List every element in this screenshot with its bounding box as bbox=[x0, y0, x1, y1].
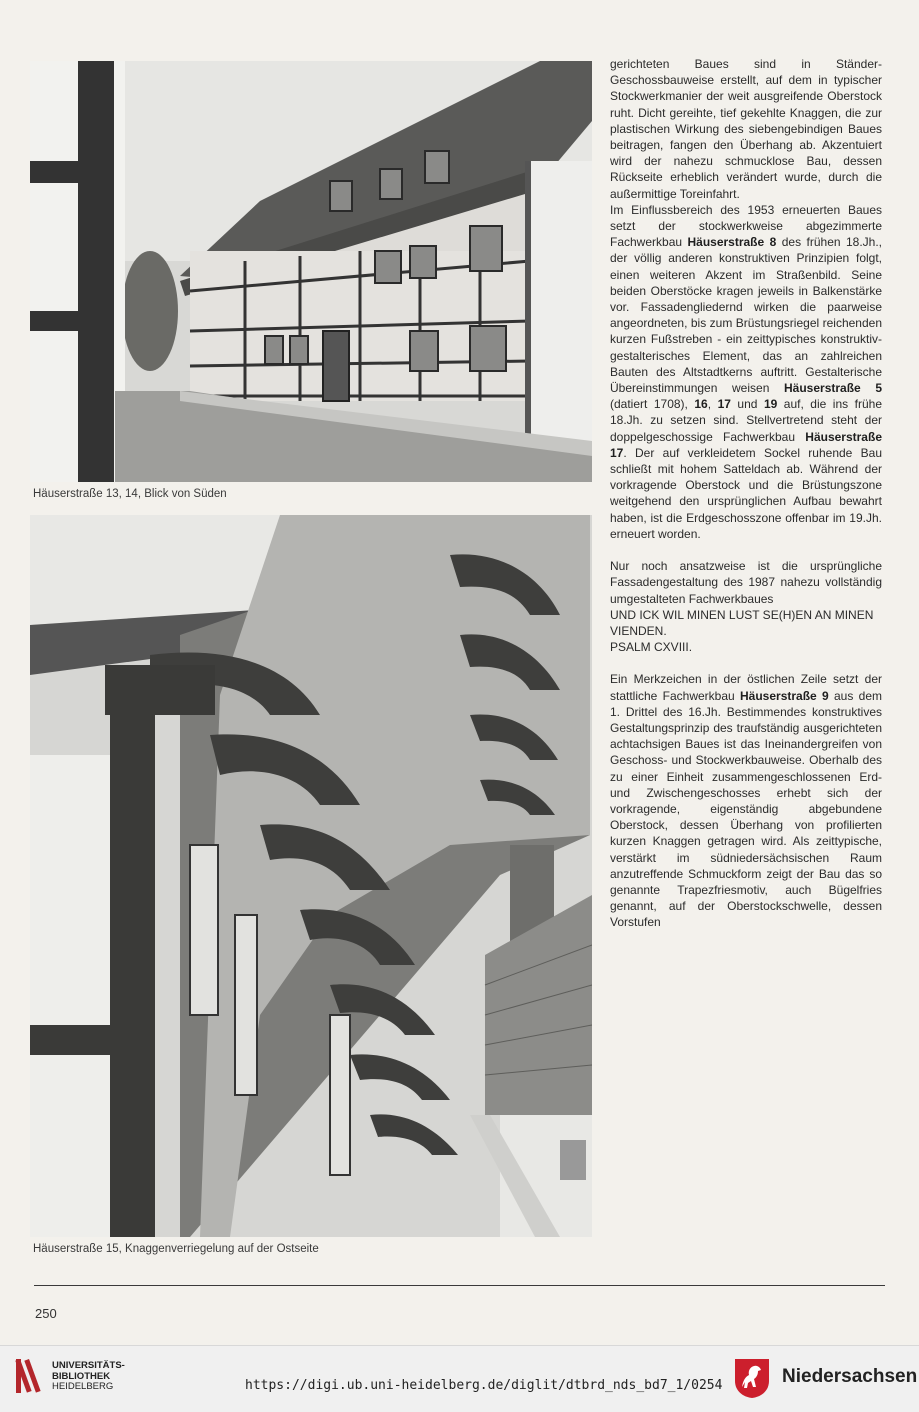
street-photo bbox=[30, 61, 592, 482]
paragraph-3-line: UND ICK WIL MINEN LUST SE(H)EN AN MINEN VIENDEN. bbox=[610, 607, 874, 638]
niedersachsen-label: Niedersachsen bbox=[782, 1366, 918, 1387]
viewer-footer bbox=[0, 1345, 919, 1412]
street-ref: Häuserstraße 5 bbox=[784, 381, 883, 396]
page-number: 250 bbox=[35, 1306, 57, 1321]
body-text-column bbox=[610, 56, 882, 931]
corbel-photo bbox=[30, 515, 592, 1237]
photo2-caption: Häuserstraße 15, Knaggenverriegelung auf der Ostseite bbox=[33, 1243, 319, 1255]
paragraph-4: Ein Merkzeichen in der östlichen Zeile setzt der stattliche Fachwerkbau Häuserstraße 9 aus dem 1. Drittel des 16.Jh. Bestimmendes konstruktives Gestaltungsprinzip des traufständig ausgerichteten achtachsigen Baues ist das Ineinandergreifen von Geschoss- und Stockwerkbauweise. Oberhalb des zu einer Einheit zusammengeschlossenen Erd- und Zwischengeschosses erhebt sich der vorkragende, eigenständig abgebundene Oberstock, dessen Überhang von profilierten kurzen Knaggen getragen wird. Als zeittypische, verstärkt im südniedersächsischen Raum anzutreffende Schmuckform zeigt der Bau das so genannte Trapezfriesmotiv, auch Bügelfries genannt, auf der Oberstockschwelle, dessen Vorstufen bbox=[610, 672, 883, 930]
university-library-name: UNIVERSITÄTS- BIBLIOTHEK HEIDELBERG bbox=[52, 1360, 125, 1392]
niedersachsen-horse-icon[interactable] bbox=[733, 1357, 771, 1399]
paragraph-1: gerichteten Baues sind in Ständer-Geschossbauweise erstellt, auf dem in typischer Stockwerkmanier der weit ausgreifende Oberstock ruht. Dicht gereihte, tief gekehlte Knaggen, die zur plastischen Wirkung des siebengebindigen Baues beitragen, fangen den Überhang ab. Akzentuiert wird der nahezu schmucklose Bau, dessen Rückseite erheblich verändert wurde, durch die außermittige Toreinfahrt. bbox=[610, 57, 882, 201]
street-ref: 19 bbox=[763, 397, 778, 412]
paragraph-3: Nur noch ansatzweise ist die ursprüngliche Fassadengestaltung des 1987 nahezu vollständig umgestalteten Fachwerkbaues bbox=[610, 559, 882, 606]
footer-rule bbox=[34, 1285, 885, 1286]
paragraph-2: Im Einflussbereich des 1953 erneuerten Baues setzt der stockwerkweise abgezimmerte Fachwerkbau Häuserstraße 8 des frühen 18.Jh., der völlig anderen konstruktiven Prinzipien folgt, einen weiteren Akzent im Straßenbild. Seine beiden Oberstöcke kragen jeweils in Balkenstärke vor. Fassadengliedernd wirken die paarweise angeordneten, bis zum Brüstungsriegel reichenden kurzen Fußstreben - ein zeittypisches konstruktiv-gestalterisches Element, das an zahlreichen Bauten des Altstadtkerns auftritt. Gestalterische Übereinstimmungen weisen Häuserstraße 5 (datiert 1708), 16, 17 und 19 auf, die ins frühe 18.Jh. zu setzen sind. Stellvertretend steht der doppelgeschossige Fachwerkbau Häuserstraße 17. Der auf verkleidetem Sockel ruhende Bau schließt mit hohem Satteldach ab. Während der vorkragende Oberstock und die Brüstungszone weitgehend den ursprünglichen Aufbau bewahrt haben, ist die Erdgeschosszone offenbar im 19.Jh. erneuert worden. bbox=[610, 202, 883, 541]
street-ref: 17 bbox=[717, 397, 731, 412]
permalink-url[interactable]: https://digi.ub.uni-heidelberg.de/diglit/dtbrd_nds_bd7_1/0254 bbox=[245, 1378, 723, 1393]
university-library-logo-icon[interactable] bbox=[12, 1355, 46, 1397]
paragraph-3-line: PSALM CXVIII. bbox=[610, 640, 693, 655]
street-ref: Häuserstraße 17 bbox=[610, 429, 882, 460]
photo1-caption: Häuserstraße 13, 14, Blick von Süden bbox=[33, 488, 227, 500]
street-ref: Häuserstraße 9 bbox=[740, 688, 829, 703]
street-ref: Häuserstraße 8 bbox=[687, 235, 777, 250]
street-ref: 16 bbox=[694, 397, 708, 412]
